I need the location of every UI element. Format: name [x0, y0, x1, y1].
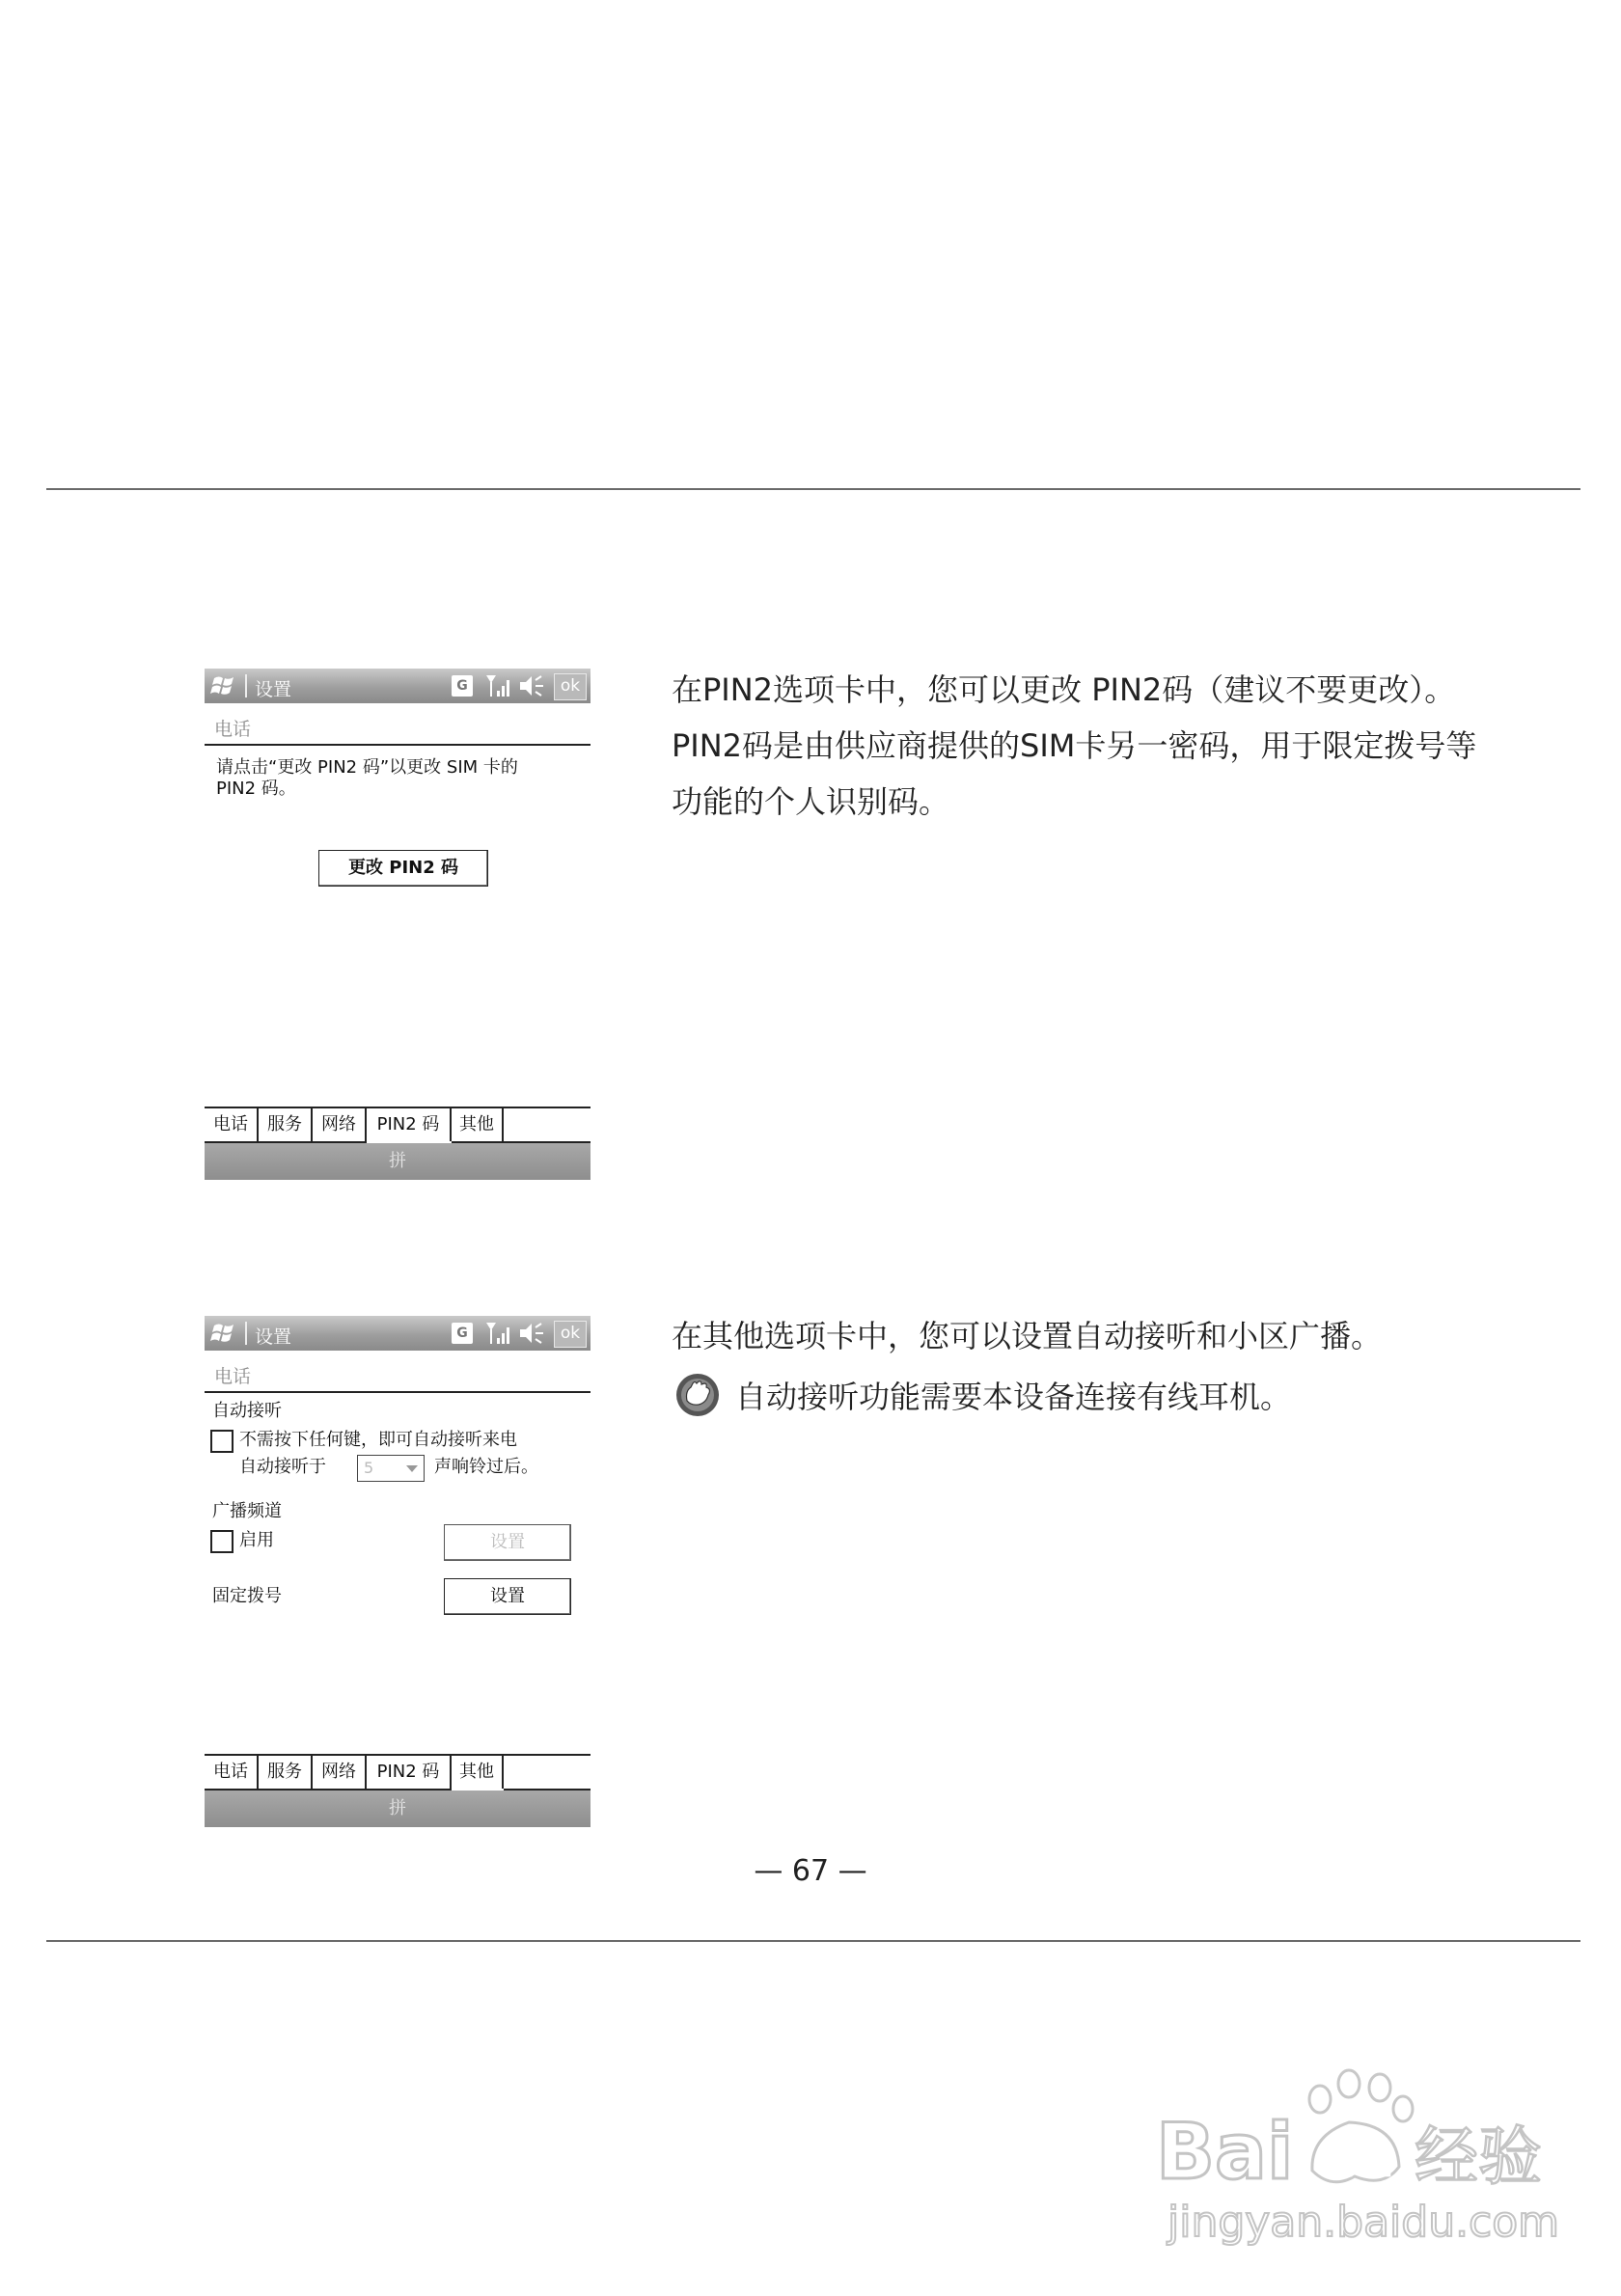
other-screenshot — [205, 1316, 591, 1827]
fixed-dialing-settings-button[interactable]: 设置 — [444, 1578, 571, 1615]
fixed-dialing-label: 固定拨号 — [212, 1586, 282, 1606]
windows-start-icon[interactable] — [210, 672, 239, 699]
volume-icon[interactable] — [518, 674, 547, 697]
auto-answer-heading: 自动接听 — [212, 1401, 282, 1421]
title-bar — [205, 1316, 591, 1351]
signal-icon[interactable] — [484, 1321, 511, 1346]
broadcast-settings-button[interactable]: 设置 — [444, 1524, 571, 1561]
pin2-screenshot — [205, 669, 591, 1180]
watermark-jingyan: 经验 — [1415, 2119, 1542, 2194]
baidu-jingyan-watermark — [1156, 2055, 1561, 2248]
pin2-desc-line-3: 功能的个人识别码。 — [672, 783, 950, 820]
tab-services[interactable]: 服务 — [259, 1756, 313, 1790]
tab-pin2[interactable]: PIN2 码 — [367, 1108, 452, 1141]
auto-answer-suffix: 声响铃过后。 — [434, 1457, 538, 1477]
tab-bar — [205, 1754, 591, 1790]
watermark-brand-du: du — [1318, 2127, 1395, 2190]
volume-icon[interactable] — [518, 1322, 547, 1345]
title-bar — [205, 669, 591, 703]
ring-count-value: 5 — [364, 1459, 374, 1477]
ok-button[interactable]: ok — [554, 1321, 587, 1348]
section-subhead: 电话 — [214, 719, 252, 740]
tab-phone[interactable]: 电话 — [205, 1756, 259, 1790]
auto-answer-checkbox[interactable] — [210, 1430, 234, 1453]
auto-answer-checkbox-label: 不需按下任何键，即可自动接听来电 — [239, 1430, 517, 1450]
window-title: 设置 — [255, 1326, 292, 1348]
tab-pin2[interactable]: PIN2 码 — [367, 1756, 452, 1790]
other-desc-line-1: 在其他选项卡中，您可以设置自动接听和小区广播。 — [672, 1318, 1383, 1354]
tab-bar-fill — [504, 1108, 591, 1143]
note-text: 自动接听功能需要本设备连接有线耳机。 — [735, 1379, 1292, 1415]
window-title: 设置 — [255, 679, 292, 700]
tab-bar — [205, 1107, 591, 1143]
bottom-rule — [46, 1940, 1580, 1942]
watermark-brand: Bai — [1156, 2107, 1294, 2197]
input-panel-bar[interactable]: 拼 — [205, 1143, 591, 1180]
tab-network[interactable]: 网络 — [313, 1108, 367, 1143]
tab-network[interactable]: 网络 — [313, 1756, 367, 1790]
title-separator — [245, 1322, 247, 1345]
top-rule — [46, 488, 1580, 490]
broadcast-enable-label: 启用 — [239, 1530, 274, 1550]
signal-icon[interactable] — [484, 673, 511, 698]
gprs-icon[interactable]: G — [452, 675, 473, 697]
input-panel-bar[interactable]: 拼 — [205, 1790, 591, 1827]
pin2-description — [672, 662, 1476, 830]
broadcast-enable-checkbox[interactable] — [210, 1530, 234, 1553]
tab-phone[interactable]: 电话 — [205, 1108, 259, 1143]
note-hand-icon — [672, 1372, 724, 1418]
other-description — [672, 1308, 1382, 1364]
pin2-desc-line-2: PIN2码是由供应商提供的SIM卡另一密码，用于限定拨号等 — [672, 727, 1477, 764]
change-pin2-button[interactable]: 更改 PIN2 码 — [318, 850, 488, 887]
subhead-divider — [205, 1391, 591, 1393]
page-number: — 67 — — [754, 1854, 867, 1888]
chevron-down-icon — [406, 1465, 418, 1472]
tab-other[interactable]: 其他 — [452, 1756, 504, 1789]
instruction-line-2: PIN2 码。 — [216, 779, 296, 799]
auto-answer-after-label: 自动接听于 — [239, 1457, 326, 1477]
instruction-line-1: 请点击“更改 PIN2 码”以更改 SIM 卡的 — [216, 757, 518, 778]
windows-start-icon[interactable] — [210, 1320, 239, 1347]
section-subhead: 电话 — [214, 1366, 252, 1387]
ring-count-dropdown[interactable] — [357, 1455, 425, 1482]
title-separator — [245, 674, 247, 697]
tab-other[interactable]: 其他 — [452, 1108, 504, 1143]
watermark-url: jingyan.baidu.com — [1168, 2198, 1560, 2247]
tab-services[interactable]: 服务 — [259, 1108, 313, 1143]
broadcast-heading: 广播频道 — [212, 1501, 282, 1521]
tab-bar-fill — [504, 1756, 591, 1790]
gprs-icon[interactable]: G — [452, 1323, 473, 1344]
ok-button[interactable]: ok — [554, 673, 587, 700]
pin2-desc-line-1: 在PIN2选项卡中，您可以更改 PIN2码（建议不要更改）。 — [672, 671, 1456, 708]
subhead-divider — [205, 744, 591, 746]
